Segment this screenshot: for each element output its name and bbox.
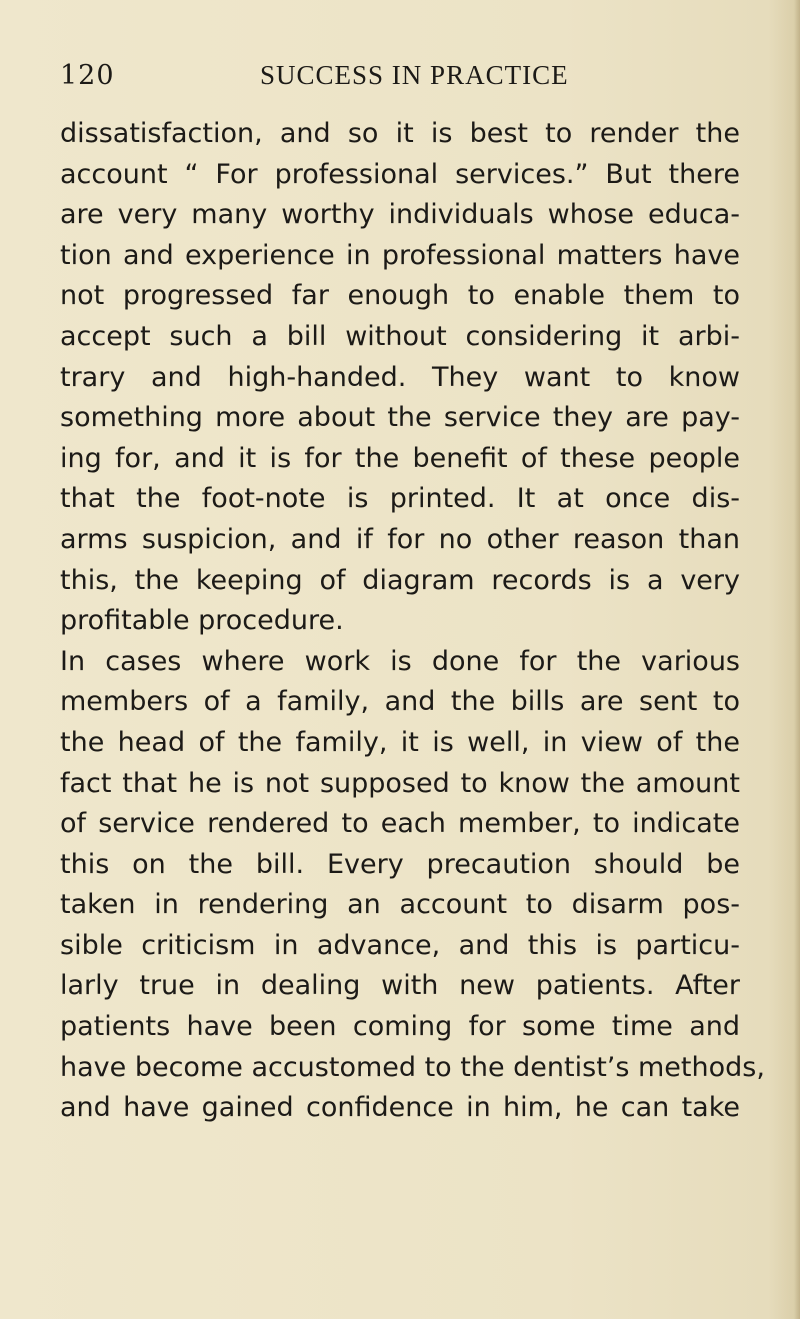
text-line: are very many worthy individuals whose educa-: [60, 199, 740, 231]
text-line: larly true in dealing with new patients. After: [60, 970, 740, 1002]
text-line: taken in rendering an account to disarm pos-: [60, 889, 740, 921]
text-line: sible criticism in advance, and this is particu-: [60, 929, 740, 961]
text-line: this on the bill. Every precaution should be: [60, 848, 740, 880]
text-line: the head of the family, it is well, in view of the: [60, 726, 740, 758]
paragraph-end-line: profitable procedure.: [60, 605, 344, 637]
text-line: something more about the service they are pay-: [60, 402, 740, 434]
paragraph-start-line: In cases where work is done for the various: [60, 645, 740, 677]
text-line: accept such a bill without considering it arbi-: [60, 320, 740, 352]
text-line: patients have been coming for some time and: [60, 1011, 740, 1043]
text-line: arms suspicion, and if for no other reason than: [60, 523, 740, 555]
text-line: tion and experience in professional matters have: [60, 239, 740, 271]
text-line: fact that he is not supposed to know the amount: [60, 767, 740, 799]
text-line: trary and high-handed. They want to know: [60, 361, 740, 393]
text-line: this, the keeping of diagram records is a very: [60, 564, 740, 596]
text-line: not progressed far enough to enable them to: [60, 280, 740, 312]
page-edge-shadow: [794, 0, 800, 1319]
running-title: SUCCESS IN PRACTICE: [260, 60, 569, 90]
body-text: [60, 114, 765, 1129]
text-line: that the foot-note is printed. It at once dis-: [60, 483, 740, 515]
page-number: 120: [60, 60, 115, 91]
text-line: have become accustomed to the dentist’s methods,: [60, 1051, 765, 1083]
text-line: and have gained confidence in him, he can take: [60, 1092, 740, 1124]
text-line: ing for, and it is for the benefit of these people: [60, 442, 740, 474]
text-line: members of a family, and the bills are sent to: [60, 686, 740, 718]
text-line: of service rendered to each member, to indicate: [60, 808, 740, 840]
text-line: account “ For professional services.” But there: [60, 158, 740, 190]
text-line: dissatisfaction, and so it is best to render the: [60, 118, 740, 149]
running-head: [60, 58, 750, 98]
